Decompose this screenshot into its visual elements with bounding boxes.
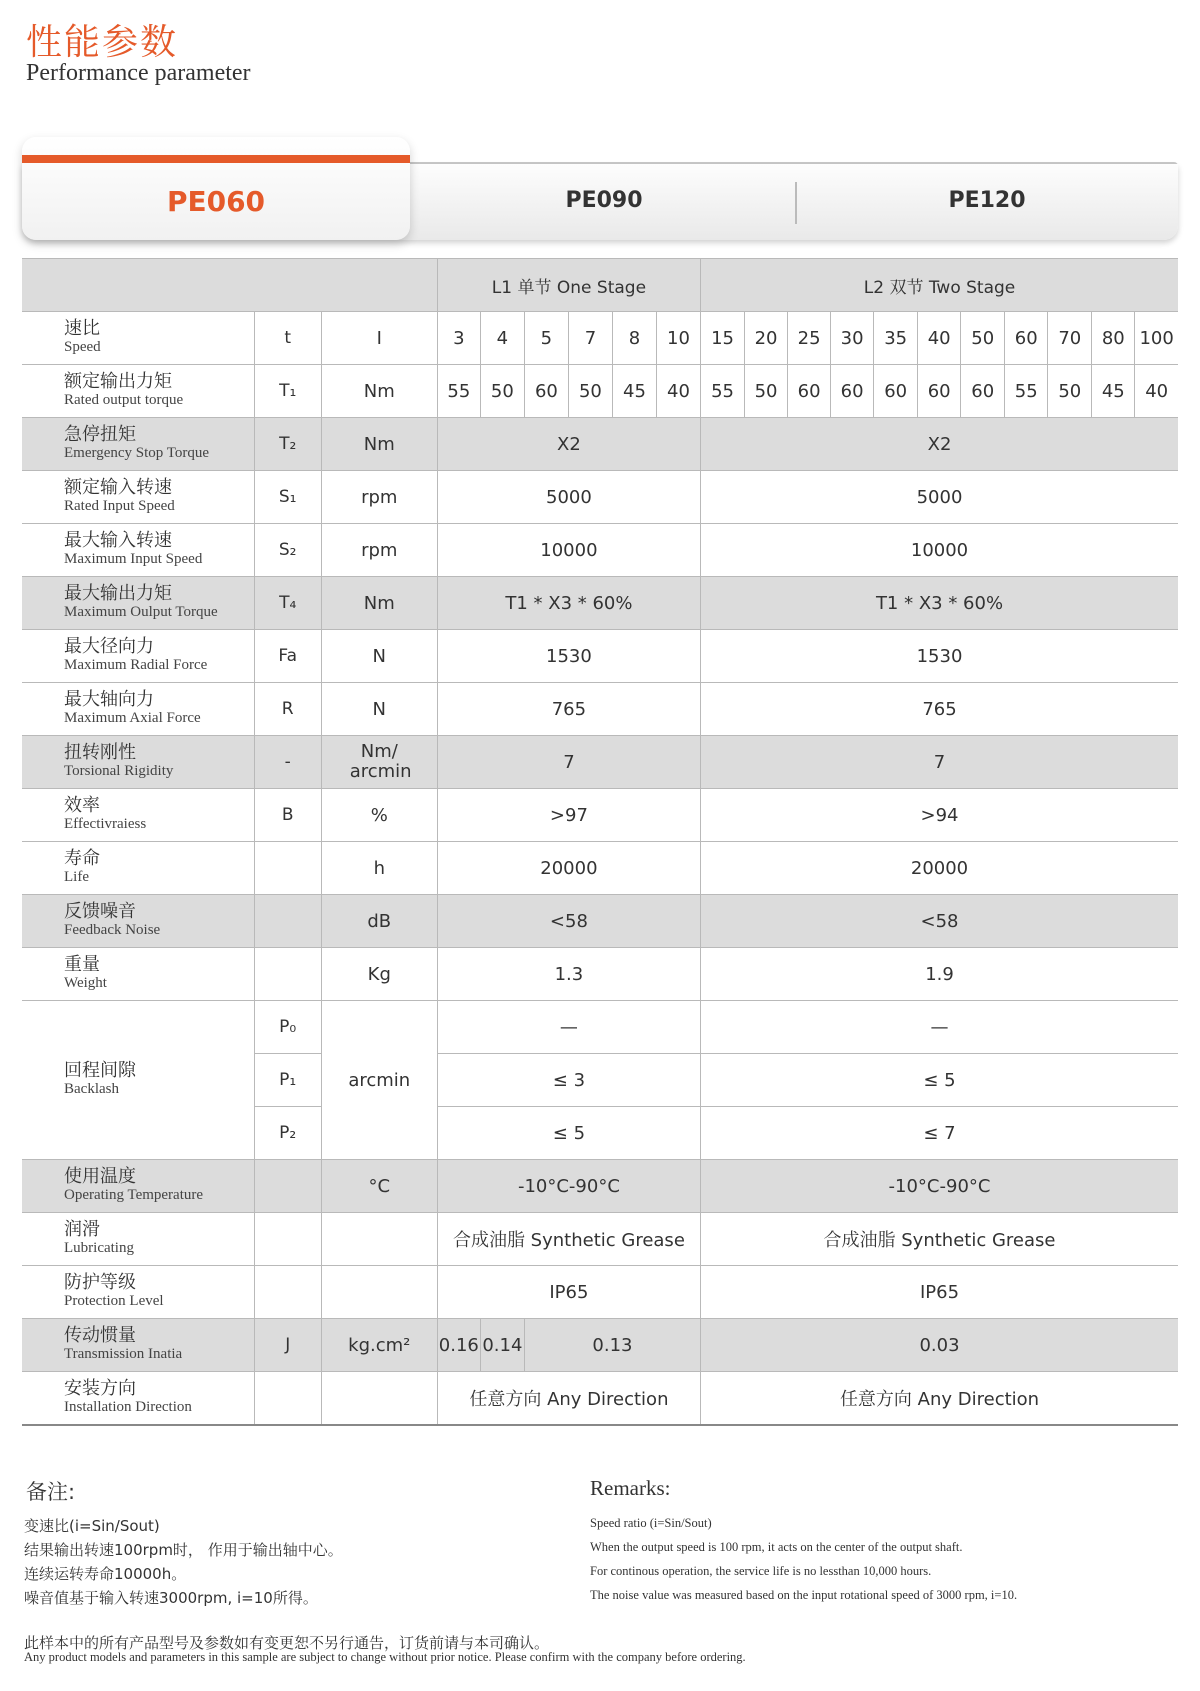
table-row-speed <box>22 312 1178 365</box>
param-life: 寿命 Life <box>22 842 254 895</box>
param-installation: 安装方向 Installation Direction <box>22 1372 254 1426</box>
ratio-cell: 7 <box>568 312 612 365</box>
table-row-axial-force <box>22 683 1178 736</box>
param-noise: 反馈噪音 Feedback Noise <box>22 895 254 948</box>
ratio-cell: 5 <box>524 312 568 365</box>
stage2-header: L2 双节 Two Stage <box>701 259 1178 312</box>
torque-cell: 50 <box>1048 365 1092 418</box>
unit-cell: rpm <box>321 524 437 577</box>
table-row-rigidity <box>22 736 1178 789</box>
value-stage1: <58 <box>437 895 700 948</box>
ratio-cell: 25 <box>788 312 831 365</box>
symbol-cell: P₂ <box>254 1107 321 1160</box>
symbol-cell: - <box>254 736 321 789</box>
ratio-cell: 8 <box>612 312 656 365</box>
value-stage1-rest: 0.13 <box>524 1319 700 1372</box>
ratio-cell: 50 <box>961 312 1005 365</box>
torque-cell: 60 <box>831 365 874 418</box>
param-max-torque: 最大输出力矩 Maximum Oulput Torque <box>22 577 254 630</box>
torque-cell: 55 <box>1005 365 1048 418</box>
value-stage1: 1.3 <box>437 948 700 1001</box>
ratio-cell: 80 <box>1092 312 1135 365</box>
value-stage2: ≤ 7 <box>701 1107 1178 1160</box>
unit-cell: °C <box>321 1160 437 1213</box>
torque-cell: 50 <box>568 365 612 418</box>
value-stage2: X2 <box>701 418 1178 471</box>
param-inertia: 传动惯量 Transmission Inatia <box>22 1319 254 1372</box>
stage1-header: L1 单节 One Stage <box>437 259 700 312</box>
torque-cell: 60 <box>874 365 918 418</box>
symbol-cell: P₀ <box>254 1001 321 1054</box>
torque-cell: 60 <box>961 365 1005 418</box>
value-stage1-ratio4: 0.14 <box>480 1319 524 1372</box>
table-row-installation <box>22 1372 1178 1426</box>
symbol-cell <box>254 1160 321 1213</box>
table-row-max-torque <box>22 577 1178 630</box>
unit-cell: I <box>321 312 437 365</box>
tab-pe090[interactable]: PE090 <box>565 188 643 213</box>
value-stage2: 1.9 <box>701 948 1178 1001</box>
value-stage2: T1 * X3 * 60% <box>701 577 1178 630</box>
symbol-cell <box>254 948 321 1001</box>
footer-notice-en: Any product models and parameters in this sample are subject to change without prior notice. Please confirm with the company before ordering. <box>24 1650 746 1664</box>
torque-cell: 60 <box>918 365 961 418</box>
blank-header <box>22 259 437 312</box>
remark-en-4: The noise value was measured based on the input rotational speed of 3000 rpm, i=10. <box>590 1588 1018 1602</box>
value-stage1: X2 <box>437 418 700 471</box>
ratio-cell: 70 <box>1048 312 1092 365</box>
value-stage2: 合成油脂 Synthetic Grease <box>701 1213 1178 1266</box>
symbol-cell: R <box>254 683 321 736</box>
table-row-rated-speed <box>22 471 1178 524</box>
torque-cell: 50 <box>480 365 524 418</box>
unit-cell: Kg <box>321 948 437 1001</box>
unit-cell: Nm <box>321 365 437 418</box>
symbol-cell: T₁ <box>254 365 321 418</box>
value-stage2: 10000 <box>701 524 1178 577</box>
value-stage1: 任意方向 Any Direction <box>437 1372 700 1426</box>
symbol-cell: S₁ <box>254 471 321 524</box>
symbol-cell: Fa <box>254 630 321 683</box>
value-stage2: 765 <box>701 683 1178 736</box>
table-row-lubricating <box>22 1213 1178 1266</box>
unit-cell: % <box>321 789 437 842</box>
torque-cell: 50 <box>745 365 788 418</box>
torque-cell: 60 <box>788 365 831 418</box>
stage-header-row <box>22 259 1178 312</box>
value-stage1: IP65 <box>437 1266 700 1319</box>
value-stage2: 7 <box>701 736 1178 789</box>
remark-en-3: For continous operation, the service life is no lessthan 10,000 hours. <box>590 1564 932 1578</box>
remark-cn-1: 变速比(i=Sin/Sout) <box>24 1517 160 1535</box>
unit-cell: h <box>321 842 437 895</box>
value-stage1: — <box>437 1001 700 1054</box>
torque-cell: 45 <box>612 365 656 418</box>
value-stage1: >97 <box>437 789 700 842</box>
remarks-title-en: Remarks: <box>590 1476 671 1500</box>
param-temperature: 使用温度 Operating Temperature <box>22 1160 254 1213</box>
page-title-en: Performance parameter <box>26 60 251 86</box>
value-stage1: 5000 <box>437 471 700 524</box>
unit-cell: dB <box>321 895 437 948</box>
param-rated-speed: 额定输入转速 Rated Input Speed <box>22 471 254 524</box>
unit-cell: Nm/ arcmin <box>321 736 437 789</box>
symbol-cell: B <box>254 789 321 842</box>
value-stage1: T1 * X3 * 60% <box>437 577 700 630</box>
table-row-max-speed <box>22 524 1178 577</box>
value-stage2: 任意方向 Any Direction <box>701 1372 1178 1426</box>
value-stage2: 1530 <box>701 630 1178 683</box>
param-protection: 防护等级 Protection Level <box>22 1266 254 1319</box>
ratio-cell: 20 <box>745 312 788 365</box>
table-row-radial-force <box>22 630 1178 683</box>
symbol-cell: S₂ <box>254 524 321 577</box>
unit-cell: arcmin <box>321 1001 437 1160</box>
remark-en-1: Speed ratio (i=Sin/Sout) <box>590 1516 712 1530</box>
remark-en-2: When the output speed is 100 rpm, it acts on the center of the output shaft. <box>590 1540 963 1554</box>
value-stage1: 1530 <box>437 630 700 683</box>
unit-cell: N <box>321 683 437 736</box>
param-estop: 急停扭矩 Emergency Stop Torque <box>22 418 254 471</box>
torque-cell: 55 <box>701 365 745 418</box>
param-axial-force: 最大轴向力 Maximum Axial Force <box>22 683 254 736</box>
footer-notice-cn: 此样本中的所有产品型号及参数如有变更恕不另行通告，订货前请与本司确认。 <box>24 1634 550 1652</box>
table-row-rated-torque <box>22 365 1178 418</box>
ratio-cell: 4 <box>480 312 524 365</box>
value-stage2: >94 <box>701 789 1178 842</box>
symbol-cell: T₂ <box>254 418 321 471</box>
unit-cell: Nm <box>321 418 437 471</box>
unit-cell: kg.cm² <box>321 1319 437 1372</box>
symbol-cell <box>254 1372 321 1426</box>
table-row-efficiency <box>22 789 1178 842</box>
unit-cell: rpm <box>321 471 437 524</box>
ratio-cell: 30 <box>831 312 874 365</box>
symbol-cell: J <box>254 1319 321 1372</box>
tab-pe120[interactable]: PE120 <box>948 188 1026 213</box>
torque-cell: 45 <box>1092 365 1135 418</box>
param-radial-force: 最大径向力 Maximum Radial Force <box>22 630 254 683</box>
unit-cell: N <box>321 630 437 683</box>
page-title-cn: 性能参数 <box>26 22 179 63</box>
param-weight: 重量 Weight <box>22 948 254 1001</box>
value-stage1: ≤ 5 <box>437 1107 700 1160</box>
param-max-speed: 最大输入转速 Maximum Input Speed <box>22 524 254 577</box>
unit-cell: Nm <box>321 577 437 630</box>
table-row-estop <box>22 418 1178 471</box>
remark-cn-3: 连续运转寿命10000h。 <box>24 1565 187 1583</box>
value-stage1-ratio3: 0.16 <box>437 1319 480 1372</box>
param-backlash: 回程间隙 Backlash <box>22 1001 254 1160</box>
unit-cell <box>321 1213 437 1266</box>
value-stage2: <58 <box>701 895 1178 948</box>
ratio-cell: 100 <box>1135 312 1178 365</box>
torque-cell: 60 <box>524 365 568 418</box>
value-stage2: -10°C-90°C <box>701 1160 1178 1213</box>
remark-cn-4: 噪音值基于输入转速3000rpm, i=10所得。 <box>24 1589 318 1607</box>
value-stage1: 765 <box>437 683 700 736</box>
unit-cell <box>321 1266 437 1319</box>
value-stage1: 20000 <box>437 842 700 895</box>
value-stage1: 10000 <box>437 524 700 577</box>
torque-cell: 40 <box>1135 365 1178 418</box>
table-row-backlash-p0 <box>22 1001 1178 1054</box>
ratio-cell: 35 <box>874 312 918 365</box>
ratio-cell: 15 <box>701 312 745 365</box>
table-row-protection <box>22 1266 1178 1319</box>
value-stage1: 7 <box>437 736 700 789</box>
value-stage2: 20000 <box>701 842 1178 895</box>
table-row-temperature <box>22 1160 1178 1213</box>
tab-pe060[interactable] <box>22 137 410 240</box>
value-stage1: 合成油脂 Synthetic Grease <box>437 1213 700 1266</box>
value-stage1: -10°C-90°C <box>437 1160 700 1213</box>
symbol-cell <box>254 1266 321 1319</box>
value-stage2: — <box>701 1001 1178 1054</box>
param-rigidity: 扭转刚性 Torsional Rigidity <box>22 736 254 789</box>
symbol-cell <box>254 1213 321 1266</box>
table-row-weight <box>22 948 1178 1001</box>
symbol-cell: t <box>254 312 321 365</box>
param-speed: 速比 Speed <box>22 312 254 365</box>
ratio-cell: 10 <box>656 312 700 365</box>
symbol-cell: T₄ <box>254 577 321 630</box>
value-stage1: ≤ 3 <box>437 1054 700 1107</box>
param-lubricating: 润滑 Lubricating <box>22 1213 254 1266</box>
table-row-inertia <box>22 1319 1178 1372</box>
param-rated-torque: 额定输出力矩 Rated output torque <box>22 365 254 418</box>
param-efficiency: 效率 Effectivraiess <box>22 789 254 842</box>
ratio-cell: 60 <box>1005 312 1048 365</box>
ratio-cell: 3 <box>437 312 480 365</box>
torque-cell: 55 <box>437 365 480 418</box>
unit-cell <box>321 1372 437 1426</box>
tab-active-indicator <box>22 155 410 163</box>
remarks-title-cn: 备注: <box>26 1480 76 1504</box>
value-stage2: ≤ 5 <box>701 1054 1178 1107</box>
spec-table <box>22 258 1178 1426</box>
symbol-cell: P₁ <box>254 1054 321 1107</box>
table-row-life <box>22 842 1178 895</box>
value-stage2: 5000 <box>701 471 1178 524</box>
symbol-cell <box>254 842 321 895</box>
tab-pe060-label: PE060 <box>166 185 266 218</box>
torque-cell: 40 <box>656 365 700 418</box>
remark-cn-2: 结果输出转速100rpm时， 作用于输出轴中心。 <box>24 1541 343 1559</box>
value-stage2: IP65 <box>701 1266 1178 1319</box>
table-row-noise <box>22 895 1178 948</box>
ratio-cell: 40 <box>918 312 961 365</box>
symbol-cell <box>254 895 321 948</box>
value-stage2: 0.03 <box>701 1319 1178 1372</box>
